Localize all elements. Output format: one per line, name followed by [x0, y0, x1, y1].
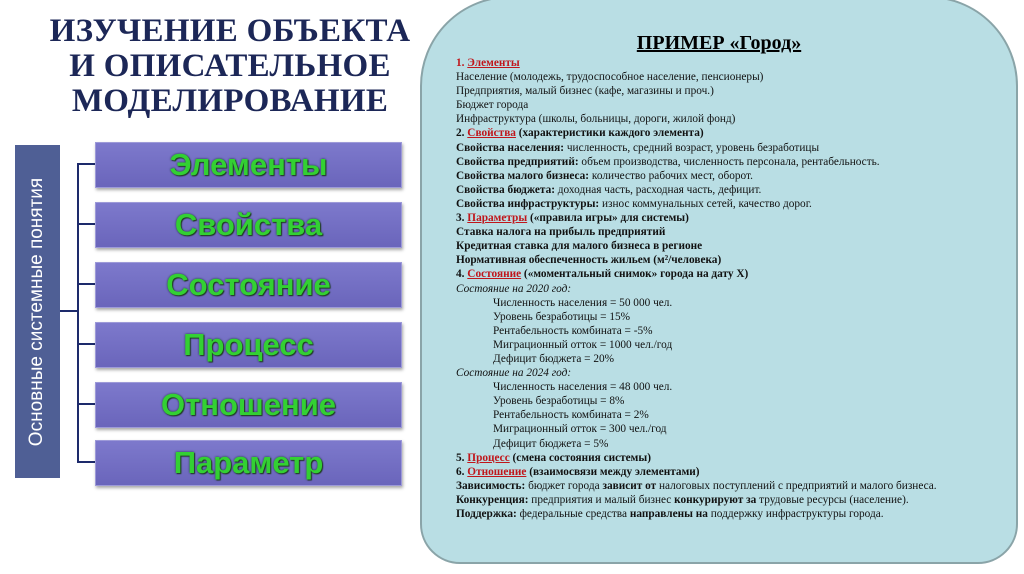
page-title [40, 14, 420, 119]
sidebar-label: Основные системные понятия [26, 177, 48, 446]
content-line [456, 126, 996, 140]
text-segment: Предприятия, малый бизнес (кафе, магазины и проч.) [456, 85, 714, 98]
text-segment: направлены на [629, 508, 708, 520]
text-segment: Численность населения = 48 000 чел. [493, 381, 673, 394]
text-segment: трудовые ресурсы (население). [756, 493, 909, 506]
content-line [456, 465, 996, 479]
concept-box: Элементы [95, 142, 402, 188]
section-heading: Процесс [467, 451, 510, 464]
content-line [456, 56, 996, 70]
text-segment: Нормативная обеспеченность жильем (м²/человека) [456, 254, 722, 267]
connector-root [60, 310, 78, 312]
text-segment: Бюджет города [456, 99, 529, 112]
text-segment: зависит от [602, 479, 657, 492]
connector-branch [77, 343, 95, 345]
section-heading: Состояние [467, 268, 522, 281]
content-line [456, 98, 996, 112]
text-segment: 3. [456, 212, 468, 225]
text-segment: Свойства бюджета: [456, 183, 555, 196]
content-line [456, 408, 996, 422]
content-line [456, 84, 996, 98]
example-content [456, 56, 996, 521]
text-segment: 2. [456, 127, 468, 140]
text-segment: Свойства населения: [456, 141, 565, 154]
text-segment: Рентабельность комбината = 2% [493, 409, 649, 422]
sidebar-label-bar [15, 145, 60, 478]
text-segment: Свойства малого бизнеса: [456, 169, 590, 182]
section-heading: Параметры [467, 212, 528, 225]
connector-branch [77, 283, 95, 285]
text-segment: Население (молодежь, трудоспособное население, пенсионеры) [456, 71, 764, 84]
text-segment: Поддержка: [456, 508, 517, 520]
text-segment: 4. [456, 268, 468, 281]
text-segment: износ коммунальных сетей, качество дорог. [599, 197, 812, 210]
content-line [456, 141, 996, 155]
text-segment: Свойства инфраструктуры: [456, 197, 600, 210]
connector-branch [77, 461, 95, 463]
text-segment: Свойства предприятий: [456, 155, 579, 168]
content-line [456, 493, 996, 507]
text-segment: объем производства, численность персонала, рентабельность. [578, 155, 880, 168]
content-line [456, 451, 996, 465]
content-line [456, 296, 996, 310]
concept-box: Отношение [95, 382, 402, 428]
content-line [456, 422, 996, 436]
content-line [456, 507, 996, 521]
text-segment: 1. [456, 57, 468, 69]
content-line [456, 338, 996, 352]
content-line [456, 394, 996, 408]
example-title: ПРИМЕР «Город» [636, 32, 802, 54]
text-segment: Состояние на 2024 год: [456, 367, 572, 380]
content-line [456, 183, 996, 197]
title-line: И ОПИСАТЕЛЬНОЕ [69, 48, 391, 84]
content-line [456, 310, 996, 324]
content-line [456, 112, 996, 126]
text-segment: поддержку инфраструктуры города. [707, 508, 884, 520]
text-segment: Конкуренция: [456, 493, 529, 506]
section-heading: Свойства [467, 127, 516, 140]
title-line: МОДЕЛИРОВАНИЕ [71, 83, 389, 119]
concept-box: Параметр [95, 440, 402, 486]
text-segment: Кредитная ставка для малого бизнеса в регионе [456, 240, 703, 253]
content-line [456, 366, 996, 380]
text-segment: Инфраструктура (школы, больницы, дороги, жилой фонд) [456, 113, 736, 126]
text-segment: количество рабочих мест, оборот. [589, 169, 753, 182]
connector-branch [77, 163, 95, 165]
content-line [456, 267, 996, 281]
text-segment: предприятия и малый бизнес [528, 493, 675, 506]
content-line [456, 169, 996, 183]
content-line [456, 239, 996, 253]
content-line [456, 352, 996, 366]
connector-branch [77, 403, 95, 405]
text-segment: Миграционный отток = 1000 чел./год [493, 338, 673, 351]
text-segment: налоговых поступлений с предприятий и малого бизнеса. [656, 479, 937, 492]
text-segment: 5. [456, 451, 468, 464]
content-line [456, 253, 996, 267]
text-segment: Численность населения = 50 000 чел. [493, 296, 673, 309]
text-segment: Зависимость: [456, 479, 526, 492]
text-segment: Миграционный отток = 300 чел./год [493, 423, 667, 436]
section-heading: Элементы [467, 57, 520, 69]
text-segment: (смена состояния системы) [509, 451, 651, 464]
text-segment: доходная часть, расходная часть, дефицит. [554, 183, 762, 196]
text-segment: бюджет города [525, 479, 603, 492]
content-line [456, 324, 996, 338]
content-line [456, 155, 996, 169]
concept-box: Состояние [95, 262, 402, 308]
text-segment: Дефицит бюджета = 5% [493, 437, 609, 450]
content-line [456, 479, 996, 493]
text-segment: Уровень безработицы = 15% [493, 310, 631, 323]
text-segment: Рентабельность комбината = -5% [493, 324, 653, 337]
text-segment: Дефицит бюджета = 20% [493, 352, 615, 365]
text-segment: (взаимосвязи между элементами) [526, 465, 700, 478]
text-segment: Состояние на 2020 год: [456, 282, 572, 295]
text-segment: («моментальный снимок» города на дату Х) [521, 268, 749, 281]
text-segment: численность, средний возраст, уровень безработицы [564, 141, 820, 154]
connector-branch [77, 223, 95, 225]
concept-box: Свойства [95, 202, 402, 248]
text-segment: федеральные средства [516, 508, 630, 520]
content-line [456, 211, 996, 225]
text-segment: («правила игры» для системы) [527, 212, 689, 225]
text-segment: (характеристики каждого элемента) [515, 127, 704, 140]
content-line [456, 437, 996, 451]
text-segment: Ставка налога на прибыль предприятий [456, 226, 666, 239]
text-segment: 6. [456, 465, 468, 478]
text-segment: Уровень безработицы = 8% [493, 395, 625, 408]
content-line [456, 197, 996, 211]
section-heading: Отношение [467, 465, 527, 478]
concept-box: Процесс [95, 322, 402, 368]
title-line: ИЗУЧЕНИЕ ОБЪЕКТА [49, 13, 411, 49]
content-line [456, 282, 996, 296]
content-line [456, 225, 996, 239]
text-segment: конкурируют за [674, 493, 757, 506]
content-line [456, 380, 996, 394]
connector-trunk [77, 164, 79, 463]
content-line [456, 70, 996, 84]
